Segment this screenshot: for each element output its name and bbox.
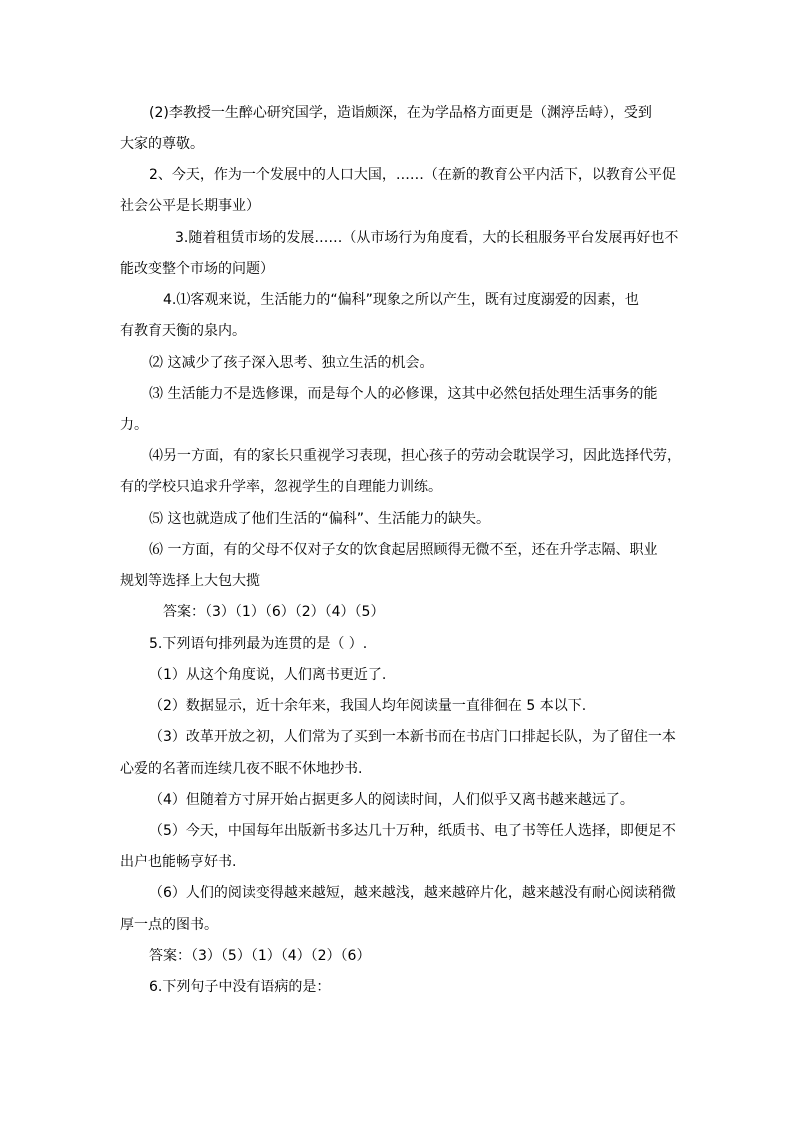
text-line-1: (2)李教授一生醉心研究国学，造诣颇深，在为学品格方面更是（渊渟岳峙），受到 xyxy=(149,105,652,121)
text-line-4: 社会公平是长期事业） xyxy=(120,198,260,214)
text-line-8: 有教育天衡的泉内。 xyxy=(120,323,246,339)
text-line-13: 有的学校只追求升学率，忽视学生的自理能力训练。 xyxy=(120,479,442,495)
text-line-16: 规划等选择上大包大揽 xyxy=(120,573,260,589)
question-6: 6.下列句子中没有语病的是： xyxy=(149,979,331,995)
text-line-23: （4）但随着方寸屏开始占据更多人的阅读时间，人们似乎又离书越来越远了。 xyxy=(149,792,634,808)
text-line-9: ⑵ 这减少了孩子深入思考、独立生活的机会。 xyxy=(149,355,434,371)
text-line-3: 2、今天，作为一个发展中的人口大国，……（在新的教育公平内活下，以教育公平促 xyxy=(149,167,676,183)
text-line-10: ⑶ 生活能力不是选修课，而是每个人的必修课，这其中必然包括处理生活事务的能 xyxy=(149,386,658,402)
text-line-6: 能改变整个市场的问题） xyxy=(120,261,274,277)
text-line-15: ⑹ 一方面，有的父母不仅对子女的饮食起居照顾得无微不至，还在升学志隔、职业 xyxy=(149,542,658,558)
text-line-7: 4.⑴客观来说，生活能力的“偏科”现象之所以产生，既有过度溺爱的因素，也 xyxy=(163,292,639,308)
text-line-24: （5）今天，中国每年出版新书多达几十万种，纸质书、电了书等任人选择，即便足不 xyxy=(149,823,676,839)
text-line-25: 出户也能畅亨好书. xyxy=(120,854,237,870)
text-line-19: （1）从这个角度说，人们离书更近了. xyxy=(149,667,387,683)
answer-line-1: 答案：（3）（1）（6）（2）（4）（5） xyxy=(163,604,385,620)
text-line-12: ⑷另一方面，有的家长只重视学习表现，担心孩子的劳动会耽误学习，因此选择代劳， xyxy=(149,448,681,464)
text-line-2: 大家的尊敬。 xyxy=(120,136,204,152)
text-line-14: ⑸ 这也就造成了他们生活的“偏科”、生活能力的缺失。 xyxy=(149,511,490,527)
question-5: 5.下列语句排列最为连贯的是（ ）. xyxy=(149,636,368,652)
text-line-11: 力。 xyxy=(120,417,148,433)
text-line-27: 厚一点的图书。 xyxy=(120,917,218,933)
text-line-20: （2）数据显示，近十余年来，我国人均年阅读量一直徘徊在 5 本以下. xyxy=(149,698,587,714)
text-line-22: 心爱的名著而连续几夜不眠不休地抄书. xyxy=(120,761,363,777)
text-line-26: （6）人们的阅读变得越来越短，越来越浅，越来越碎片化，越来越没有耐心阅读稍微 xyxy=(149,885,676,901)
answer-line-2: 答案：（3）（5）（1）（4）（2）（6） xyxy=(149,948,371,964)
text-line-21: （3）改革开放之初，人们常为了买到一本新书而在书店门口排起长队，为了留住一本 xyxy=(149,729,676,745)
text-line-5: 3.随着租赁市场的发展……（从市场行为角度看，大的长租服务平台发展再好也不 xyxy=(175,230,679,246)
